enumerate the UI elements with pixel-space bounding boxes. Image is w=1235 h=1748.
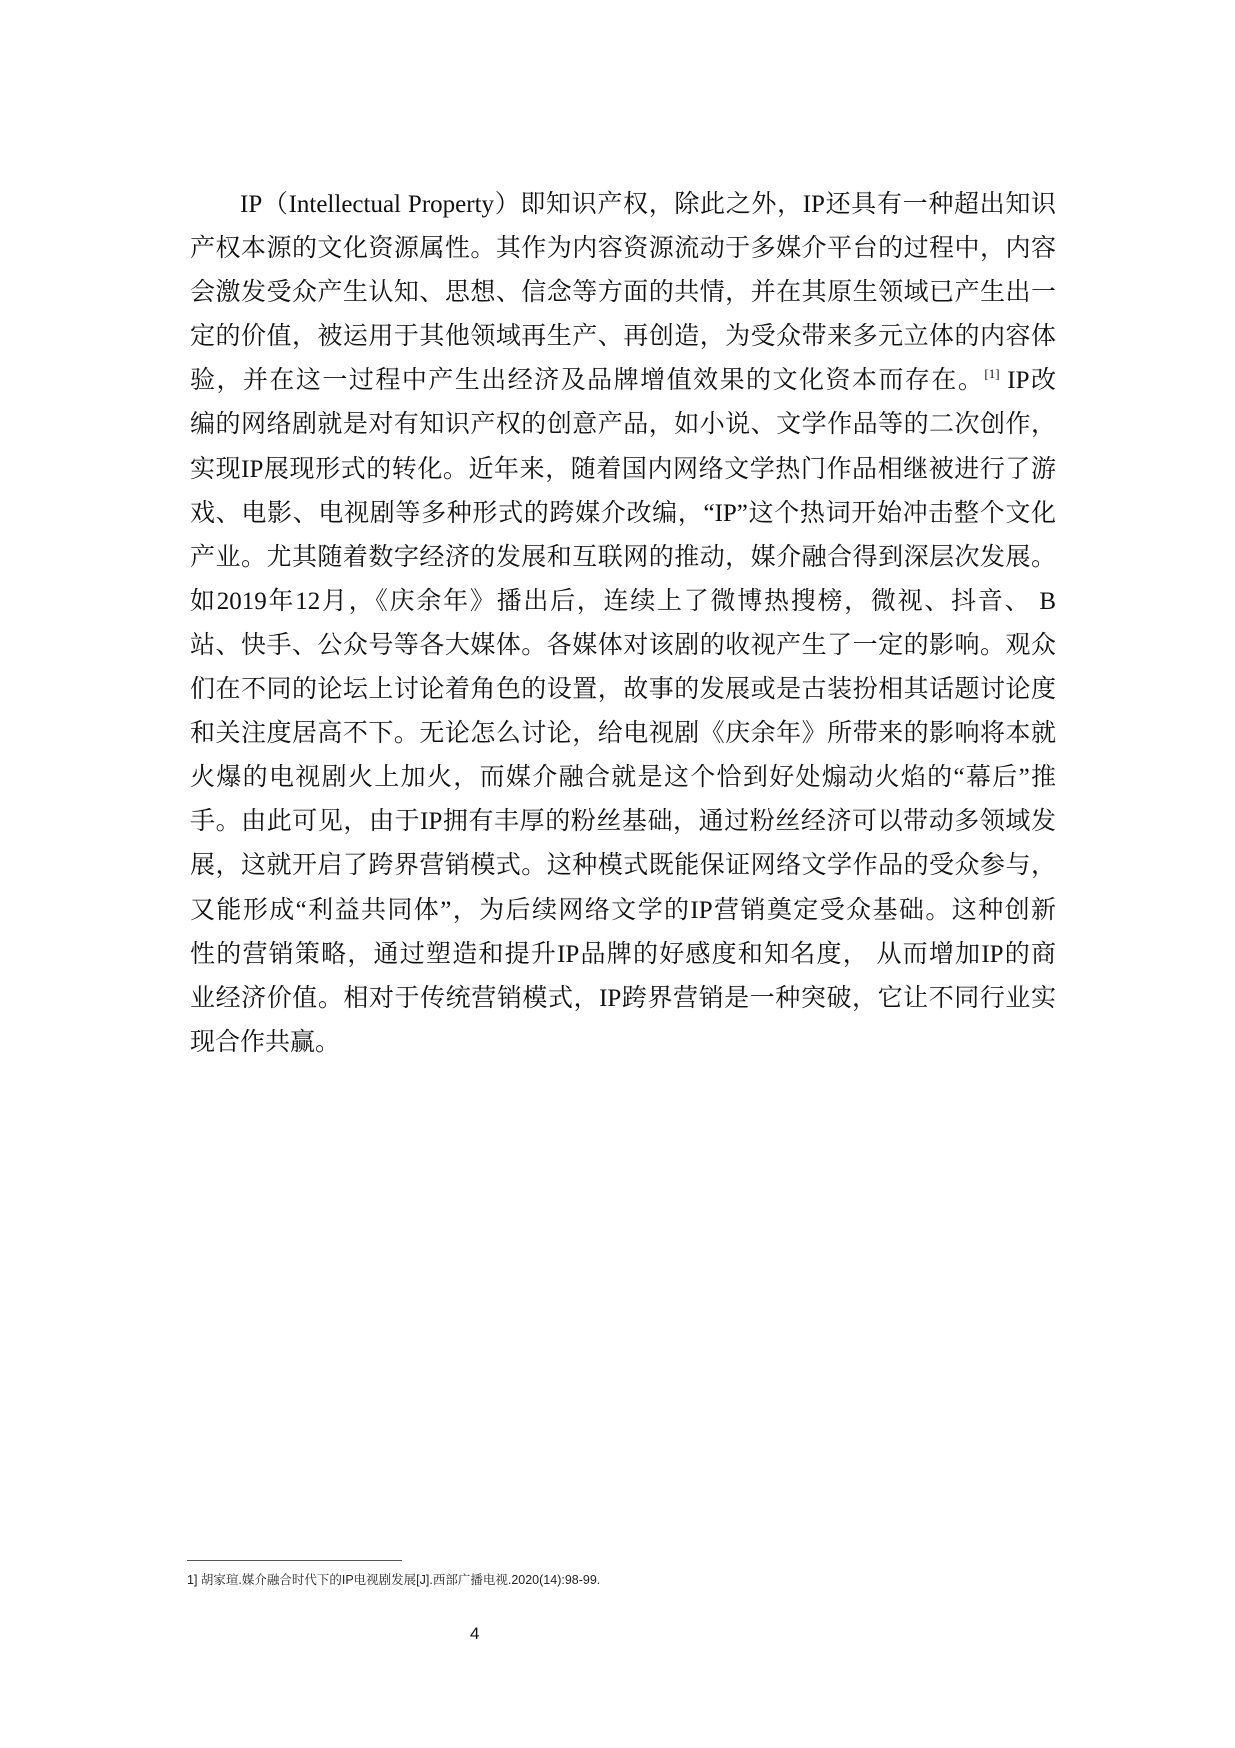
citation-reference[interactable]: [1]	[984, 366, 1000, 382]
text-line: 站、快手、公众号等各大媒体。各媒体对该剧的收视产生了一定的影响。观众	[190, 631, 1056, 659]
text-line: 们在不同的论坛上讨论着角色的设置，故事的发展或是古装扮相其话题讨论度	[190, 676, 1056, 704]
text-line: 如2019年12月，《庆余年》播出后，连续上了微博热搜榜，微视、抖音、 B	[190, 587, 1056, 615]
body-paragraph	[190, 183, 1056, 1065]
text-line: 和关注度居高不下。无论怎么讨论，给电视剧《庆余年》所带来的影响将本就	[190, 720, 1056, 748]
text-line: 产业。尤其随着数字经济的发展和互联网的推动，媒介融合得到深层次发展。	[190, 543, 1056, 571]
text-line: IP（Intellectual Property）即知识产权，除此之外，IP还具有一种超出知识	[240, 191, 1056, 218]
text-line: 性的营销策略，通过塑造和提升IP品牌的好感度和知名度， 从而增加IP的商	[190, 940, 1056, 968]
text-segment: IP改	[999, 367, 1056, 395]
footnote: 1] 胡家瑄.媒介融合时代下的IP电视剧发展[J].西部广播电视.2020(14):98-99.	[187, 1573, 601, 1587]
text-line: 编的网络剧就是对有知识产权的创意产品，如小说、文学作品等的二次创作，	[190, 411, 1056, 439]
text-line: 业经济价值。相对于传统营销模式，IP跨界营销是一种突破，它让不同行业实	[190, 984, 1056, 1012]
text-line: 展，这就开启了跨界营销模式。这种模式既能保证网络文学作品的受众参与，	[190, 852, 1056, 880]
text-line: 现合作共赢。	[190, 1028, 341, 1056]
text-line: 火爆的电视剧火上加火，而媒介融合就是这个恰到好处煽动火焰的“幕后”推	[190, 764, 1056, 792]
text-line: 产权本源的文化资源属性。其作为内容资源流动于多媒介平台的过程中，内容	[190, 235, 1056, 263]
text-line: 戏、电影、电视剧等多种形式的跨媒介改编，“IP”这个热词开始冲击整个文化	[190, 499, 1056, 527]
footnote-separator	[187, 1560, 402, 1561]
text-line-with-citation	[190, 359, 1056, 403]
text-line: 实现IP展现形式的转化。近年来，随着国内网络文学热门作品相继被进行了游	[190, 455, 1056, 483]
text-line: 手。由此可见，由于IP拥有丰厚的粉丝基础，通过粉丝经济可以带动多领域发	[190, 808, 1056, 836]
text-segment: 验，并在这一过程中产生出经济及品牌增值效果的文化资本而存在。	[190, 367, 985, 395]
text-line: 又能形成“利益共同体”，为后续网络文学的IP营销奠定受众基础。这种创新	[190, 896, 1056, 924]
text-line: 定的价值，被运用于其他领域再生产、再创造，为受众带来多元立体的内容体	[190, 323, 1056, 351]
text-line: 会激发受众产生认知、思想、信念等方面的共情，并在其原生领域已产生出一	[190, 279, 1056, 307]
page-number: 4	[470, 1624, 480, 1643]
